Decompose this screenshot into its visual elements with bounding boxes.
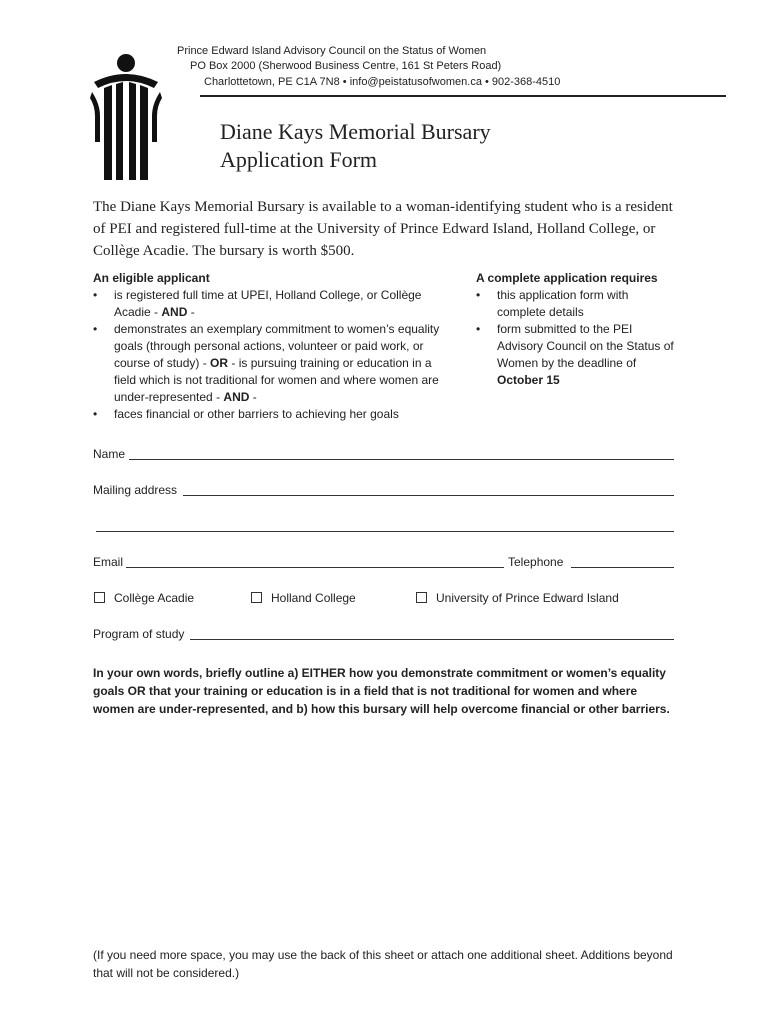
form-title xyxy=(220,118,491,174)
eligibility-list xyxy=(93,287,453,423)
requirements-heading: A complete application requires xyxy=(476,271,658,285)
email-label: Email xyxy=(93,555,124,569)
checkbox-icon[interactable] xyxy=(94,592,105,603)
mailing-address-field[interactable] xyxy=(183,495,674,496)
form-title-line1: Diane Kays Memorial Bursary xyxy=(220,119,491,144)
mailing-address-label: Mailing address xyxy=(93,483,178,497)
checkbox-upei[interactable] xyxy=(416,590,619,606)
eligibility-section xyxy=(93,270,453,423)
email-field[interactable] xyxy=(126,567,504,568)
requirements-section xyxy=(476,270,676,389)
org-address: PO Box 2000 (Sherwood Business Centre, 161 St Peters Road) xyxy=(190,60,502,72)
name-label: Name xyxy=(93,447,126,461)
list-item: • form submitted to the PEI Advisory Council on the Status of Women by the deadline of October 15 xyxy=(476,321,676,389)
form-title-line2: Application Form xyxy=(220,147,378,172)
checkbox-holland-college[interactable] xyxy=(251,590,356,606)
program-field[interactable] xyxy=(190,639,674,640)
essay-response-area[interactable] xyxy=(93,730,678,930)
program-label: Program of study xyxy=(93,627,185,641)
council-logo xyxy=(90,52,162,182)
checkbox-icon[interactable] xyxy=(251,592,262,603)
checkbox-icon[interactable] xyxy=(416,592,427,603)
list-item: • faces financial or other barriers to achieving her goals xyxy=(93,406,453,423)
list-item: • this application form with complete details xyxy=(476,287,676,321)
footer-note: (If you need more space, you may use the back of this sheet or attach one additional sheet. Additions beyond that will not be considered.) xyxy=(93,948,673,980)
org-name: Prince Edward Island Advisory Council on the Status of Women xyxy=(177,45,487,57)
name-field[interactable] xyxy=(129,459,674,460)
header-divider xyxy=(200,95,726,97)
list-item: • demonstrates an exemplary commitment to women’s equality goals (through personal actions, volunteer or paid work, or course of study) - OR - is pursuing training or education in a field which is not traditional for women and where women are under-represented - AND - xyxy=(93,321,453,406)
checkbox-college-acadie[interactable] xyxy=(94,590,194,606)
org-contact: Charlottetown, PE C1A 7N8 • info@peistatusofwomen.ca • 902-368-4510 xyxy=(204,76,561,88)
mailing-address-field-line2[interactable] xyxy=(96,531,674,532)
telephone-field[interactable] xyxy=(571,567,674,568)
requirements-list xyxy=(476,287,676,389)
telephone-label: Telephone xyxy=(508,555,564,569)
checkbox-label: University of Prince Edward Island xyxy=(436,591,619,605)
eligibility-heading: An eligible applicant xyxy=(93,271,210,285)
intro-paragraph: The Diane Kays Memorial Bursary is available to a woman-identifying student who is a resident of PEI and registered full-time at the University of Prince Edward Island, Holland College, or Collège Acadie. The bursary is worth $500. xyxy=(93,199,673,259)
list-item: • is registered full time at UPEI, Holland College, or Collège Acadie - AND - xyxy=(93,287,453,321)
checkbox-label: Collège Acadie xyxy=(114,591,195,605)
checkbox-label: Holland College xyxy=(271,591,356,605)
essay-prompt: In your own words, briefly outline a) EITHER how you demonstrate commitment or women’s equality goals OR that your training or education is in a field that is not traditional for women and where women are under-represented, and b) how this bursary will help overcome financial or other barriers. xyxy=(93,666,670,716)
